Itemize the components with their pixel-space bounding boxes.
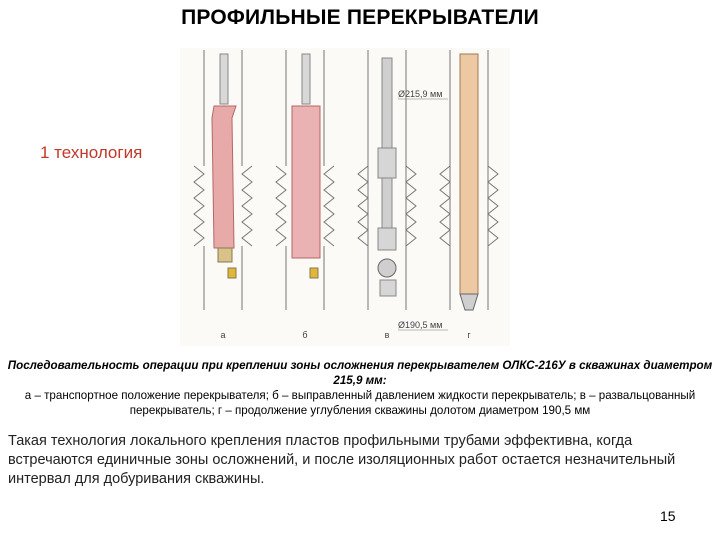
- caption-title: Последовательность операции при креплении зоны осложнения перекрывателем ОЛКС-216У в скважинах диаметром 215,9 мм:: [7, 359, 713, 387]
- caption-details: а – транспортное положение перекрывателя; б – выправленный давлением жидкости перекрыватель; в – развальцованный перекрыватель; г – продолжение углубления скважины долотом диаметром 190,5 мм: [24, 389, 696, 417]
- panel-label-g: г: [467, 330, 471, 340]
- diameter-top-label: Ø215,9 мм: [398, 89, 443, 99]
- panel-label-a: а: [220, 330, 226, 340]
- page-title: ПРОФИЛЬНЫЕ ПЕРЕКРЫВАТЕЛИ: [181, 6, 539, 29]
- page-number: 15: [660, 508, 676, 524]
- technology-label: 1 технология: [40, 143, 143, 162]
- panel-label-v: в: [384, 330, 390, 340]
- figure-caption: [4, 358, 716, 418]
- body-paragraph: Такая технология локального крепления пластов профильными трубами эффективна, когда встречаются единичные зоны осложнений, и после изоляционных работ остается незначительный интервал для добуривания скважины.: [8, 433, 676, 487]
- diameter-bottom-label: Ø190,5 мм: [398, 320, 443, 330]
- overlap-sequence-figure: [180, 48, 510, 346]
- panel-label-b: б: [302, 330, 308, 340]
